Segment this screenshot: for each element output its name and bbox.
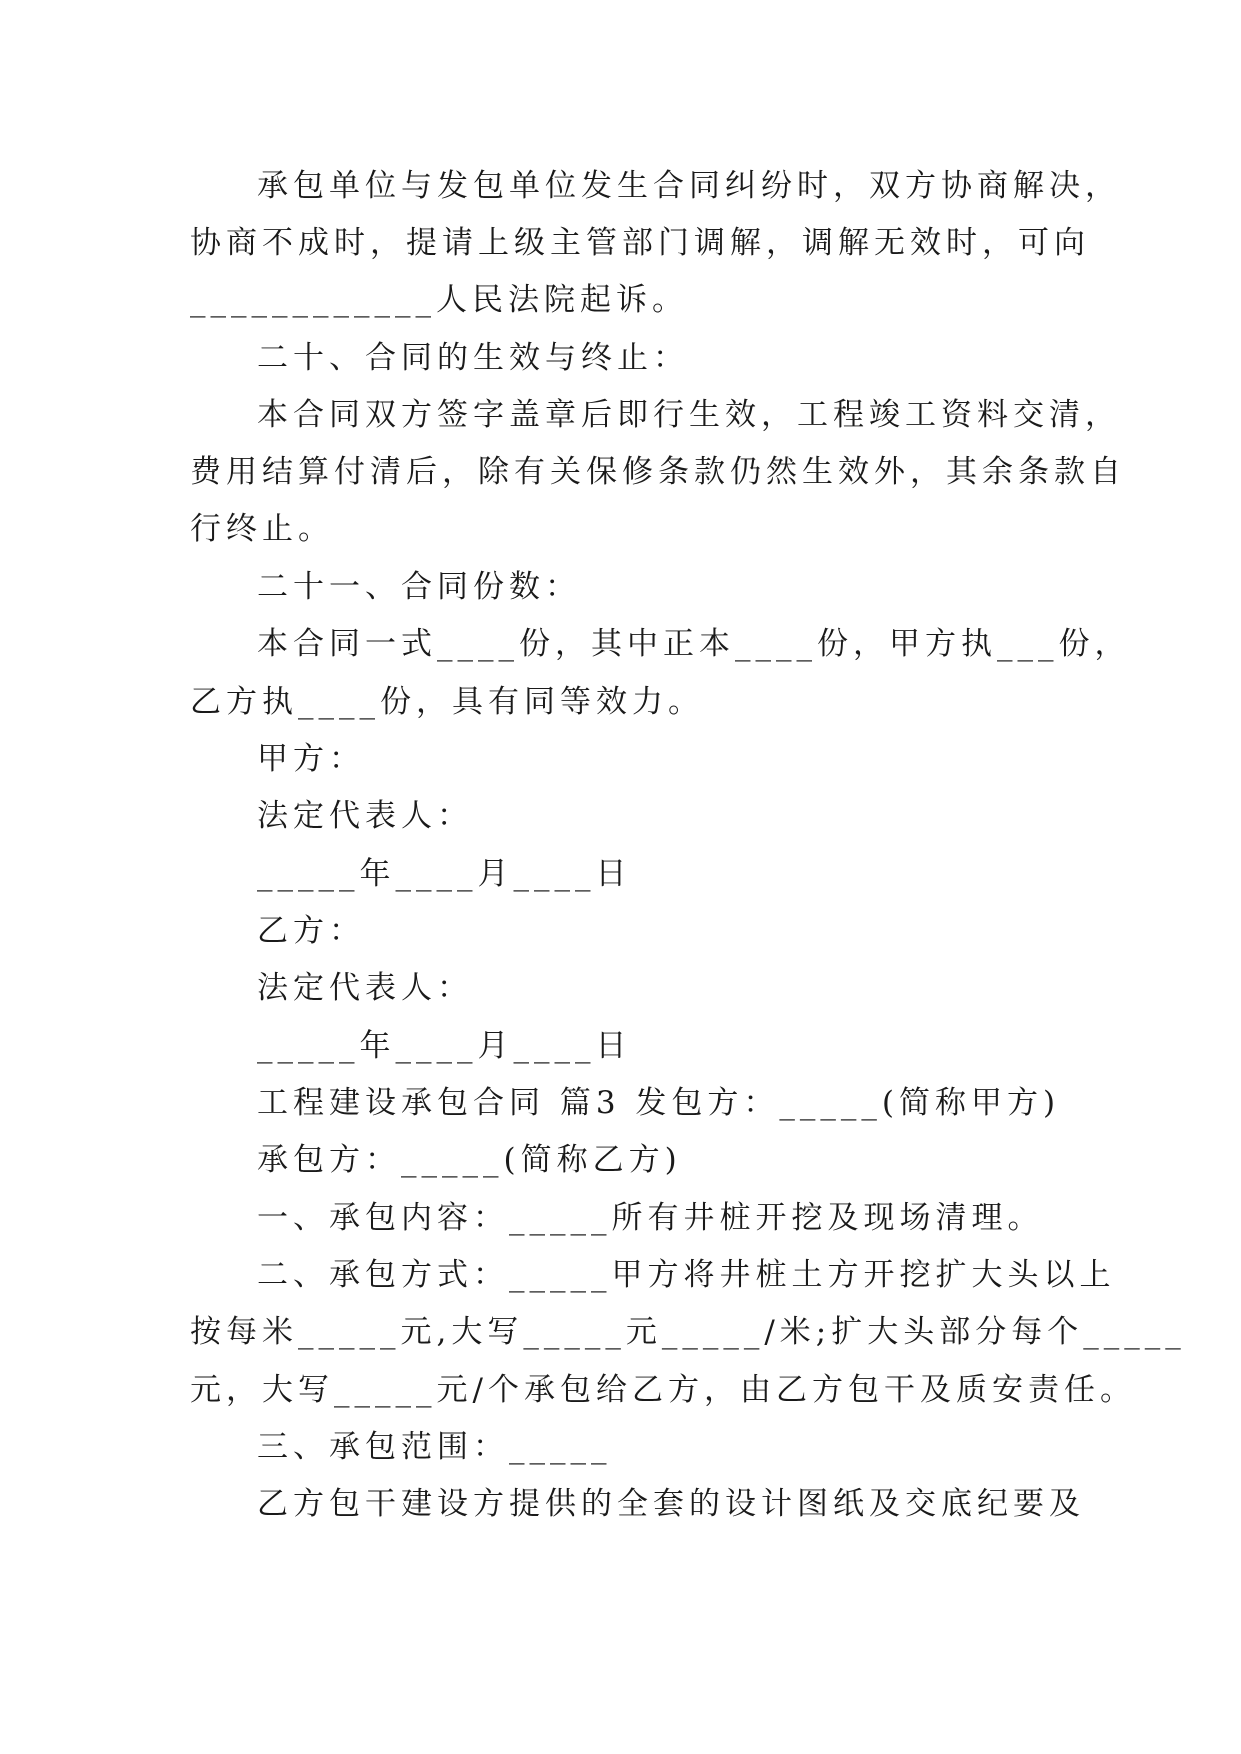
signature-party-b: 乙方： [257,913,365,949]
section-heading: 一、承包内容：_____所有井桩开挖及现场清理。 [257,1200,1044,1236]
paragraph-line: 元，大写_____元/个承包给乙方，由乙方包干及质安责任。 [190,1372,1136,1408]
section-heading: 三、承包范围：_____ [257,1429,612,1465]
paragraph-line: 行终止。 [190,511,334,547]
date-line-a: _____年____月____日 [257,856,632,892]
date-line-b: _____年____月____日 [257,1028,632,1064]
paragraph-line: 乙方包干建设方提供的全套的设计图纸及交底纪要及 [257,1486,1085,1522]
paragraph-line: 乙方执____份，具有同等效力。 [190,684,704,720]
section-heading: 二十一、合同份数： [257,569,581,605]
section-heading: 二十、合同的生效与终止： [257,340,689,376]
legal-representative-a: 法定代表人： [257,798,473,834]
paragraph-line: 承包方：_____(简称乙方) [257,1142,682,1178]
document-title-line: 工程建设承包合同 篇3 发包方：_____(简称甲方) [257,1085,1061,1121]
paragraph-line: 费用结算付清后，除有关保修条款仍然生效外，其余条款自 [190,454,1126,490]
paragraph-line: 本合同双方签字盖章后即行生效，工程竣工资料交清， [257,397,1121,433]
legal-representative-b: 法定代表人： [257,970,473,1006]
paragraph-line: 协商不成时，提请上级主管部门调解，调解无效时，可向 [190,225,1090,261]
paragraph-line: 按每米_____元,大写_____元_____/米;扩大头部分每个_____ [190,1314,1186,1350]
section-heading: 二、承包方式：_____甲方将井桩土方开挖扩大头以上 [257,1257,1116,1293]
signature-party-a: 甲方： [257,741,365,777]
paragraph-line: ____________人民法院起诉。 [190,282,688,318]
paragraph-line: 本合同一式____份，其中正本____份，甲方执___份， [257,626,1131,662]
paragraph-line: 承包单位与发包单位发生合同纠纷时，双方协商解决， [257,168,1121,204]
